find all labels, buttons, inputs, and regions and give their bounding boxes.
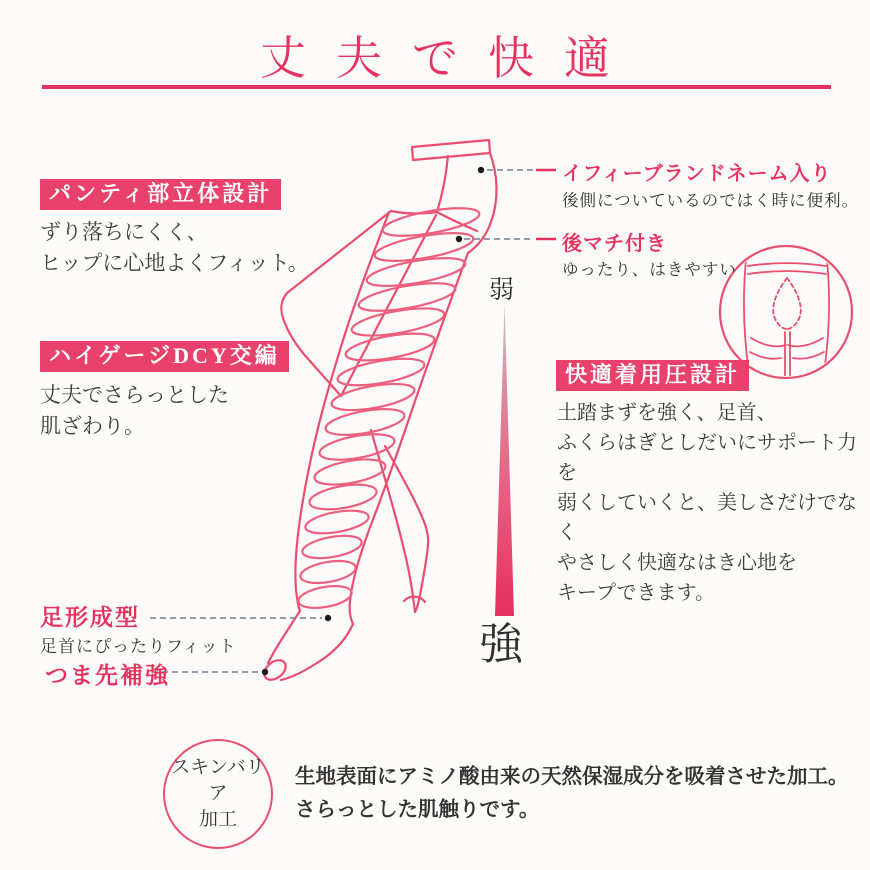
foot-shape-desc: 足首にぴったりフィット [40, 637, 237, 656]
front-leg-left-edge [295, 212, 389, 611]
pressure-gradient-triangle [495, 304, 514, 616]
pressure-feature-tag: 快適着用圧設計 [556, 360, 749, 391]
hip-outline [468, 153, 497, 253]
gusset-dashed-seam [773, 278, 787, 329]
back-shin [371, 430, 415, 612]
back-toe-cap [404, 597, 425, 602]
front-foot-top [268, 611, 300, 663]
front-foot-sole [281, 624, 353, 680]
pressure-scale-strong: 強 [479, 620, 523, 669]
compression-rings [297, 203, 481, 612]
panty-seam [437, 156, 448, 212]
gauge-feature-desc: 丈夫でさらっとした 肌ざわり。 [40, 383, 229, 438]
panty-feature-tag: パンティ部立体設計 [40, 179, 281, 210]
brand-feature-desc: 後側についているのではく時に便利。 [562, 192, 860, 210]
waistband [412, 140, 490, 160]
pressure-feature-desc: 土踏まずを強く、足首、 ふくらはぎとしだいにサポート力を 弱くしていくと、美しさだけでなく やさしく快適なはき心地を キープできます。 [557, 402, 857, 604]
gusset-feature-desc: ゆったり、はきやすい [562, 261, 737, 279]
front-toe-cap [261, 656, 290, 683]
gusset-feature-title: 後マチ付き [562, 233, 667, 255]
toe-reinforce-title: つま先補強 [45, 662, 170, 688]
skin-barrier-desc: 生地表面にアミノ酸由来の天然保湿成分を吸着させた加工。 さらっとした肌触りです。 [295, 765, 849, 821]
panty-feature-desc: ずり落ちにくく、 ヒップに心地よくフィット。 [40, 220, 309, 275]
brand-feature-title: イフィーブランドネーム入り [562, 163, 832, 185]
title-underline [42, 85, 831, 89]
skin-barrier-badge: スキンバリア 加工 [163, 739, 273, 849]
front-leg-right-edge [350, 253, 468, 624]
foot-shape-title: 足形成型 [40, 604, 140, 630]
gauge-feature-tag: ハイゲージDCY交編 [40, 341, 289, 372]
pressure-scale-weak: 弱 [489, 277, 515, 304]
page-title: 丈夫で快適 [260, 33, 640, 84]
